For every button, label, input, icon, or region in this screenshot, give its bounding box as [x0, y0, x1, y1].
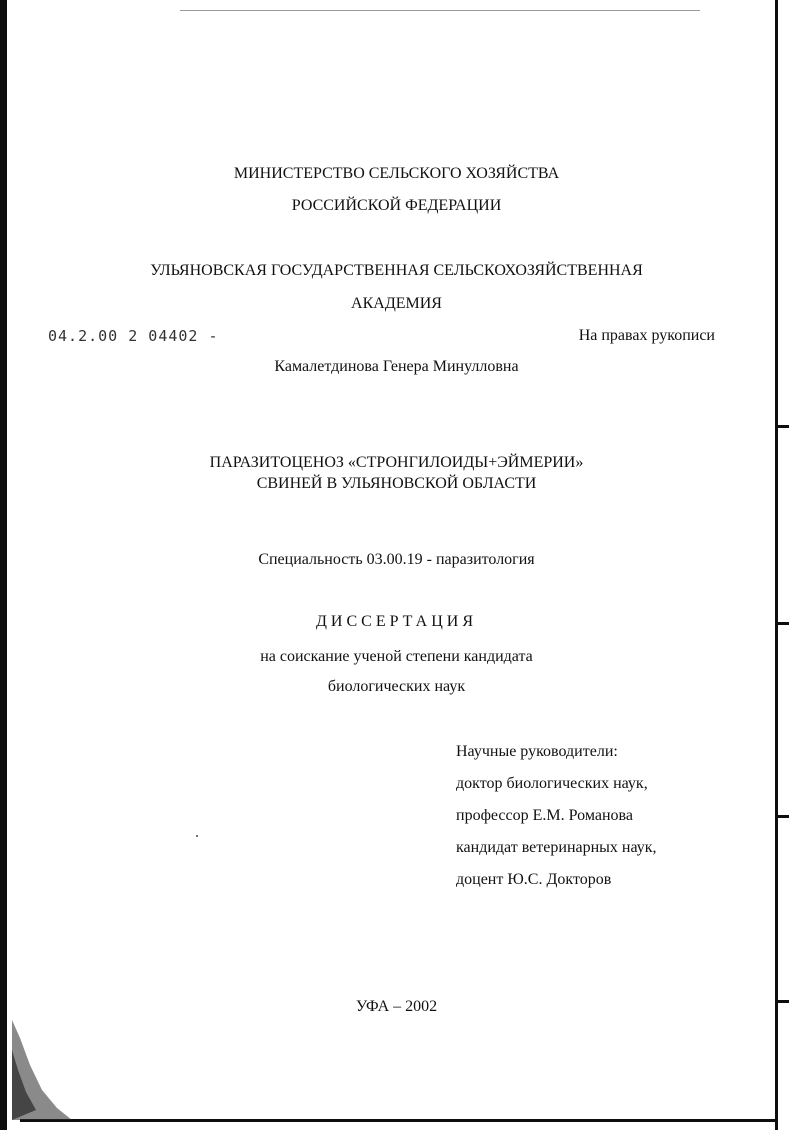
academy-line-2: АКАДЕМИЯ [351, 295, 442, 312]
author-name: Камалетдинова Генера Минулловна [274, 358, 519, 375]
academy-line-1: УЛЬЯНОВСКАЯ ГОСУДАРСТВЕННАЯ СЕЛЬСКОХОЗЯЙСТВЕННАЯ [150, 262, 643, 279]
specialty: Специальность 03.00.19 - паразитология [258, 551, 535, 568]
thesis-title-line-2: СВИНЕЙ В УЛЬЯНОВСКОЙ ОБЛАСТИ [256, 475, 537, 492]
doc-type-line-2: биологических наук [327, 678, 466, 695]
doc-type-heading: ДИССЕРТАЦИЯ [316, 613, 477, 630]
footer-city-year: УФА – 2002 [355, 998, 438, 1015]
scan-edge-bottom [20, 1119, 775, 1122]
manuscript-note: На правах рукописи [578, 327, 715, 344]
scan-corner-shadow [12, 1020, 72, 1120]
scan-edge-top [180, 10, 700, 11]
supervisor-line: профессор Е.М. Романова [456, 807, 633, 824]
scan-speck [196, 835, 198, 837]
library-stamp: 04.2.00 2 04402 - [48, 327, 219, 345]
scan-edge-right-mark-3 [775, 815, 789, 818]
supervisors-heading: Научные руководители: [456, 743, 618, 760]
supervisor-line: доктор биологических наук, [456, 775, 648, 792]
thesis-title-line-1: ПАРАЗИТОЦЕНОЗ «СТРОНГИЛОИДЫ+ЭЙМЕРИИ» [209, 454, 584, 471]
ministry-line-1: МИНИСТЕРСТВО СЕЛЬСКОГО ХОЗЯЙСТВА [233, 165, 560, 182]
scan-edge-right-mark-1 [775, 425, 789, 428]
doc-type-line-1: на соискание ученой степени кандидата [260, 648, 533, 665]
ministry-line-2: РОССИЙСКОЙ ФЕДЕРАЦИИ [291, 197, 502, 214]
supervisor-line: кандидат ветеринарных наук, [456, 839, 657, 856]
supervisor-line: доцент Ю.С. Докторов [456, 871, 612, 888]
